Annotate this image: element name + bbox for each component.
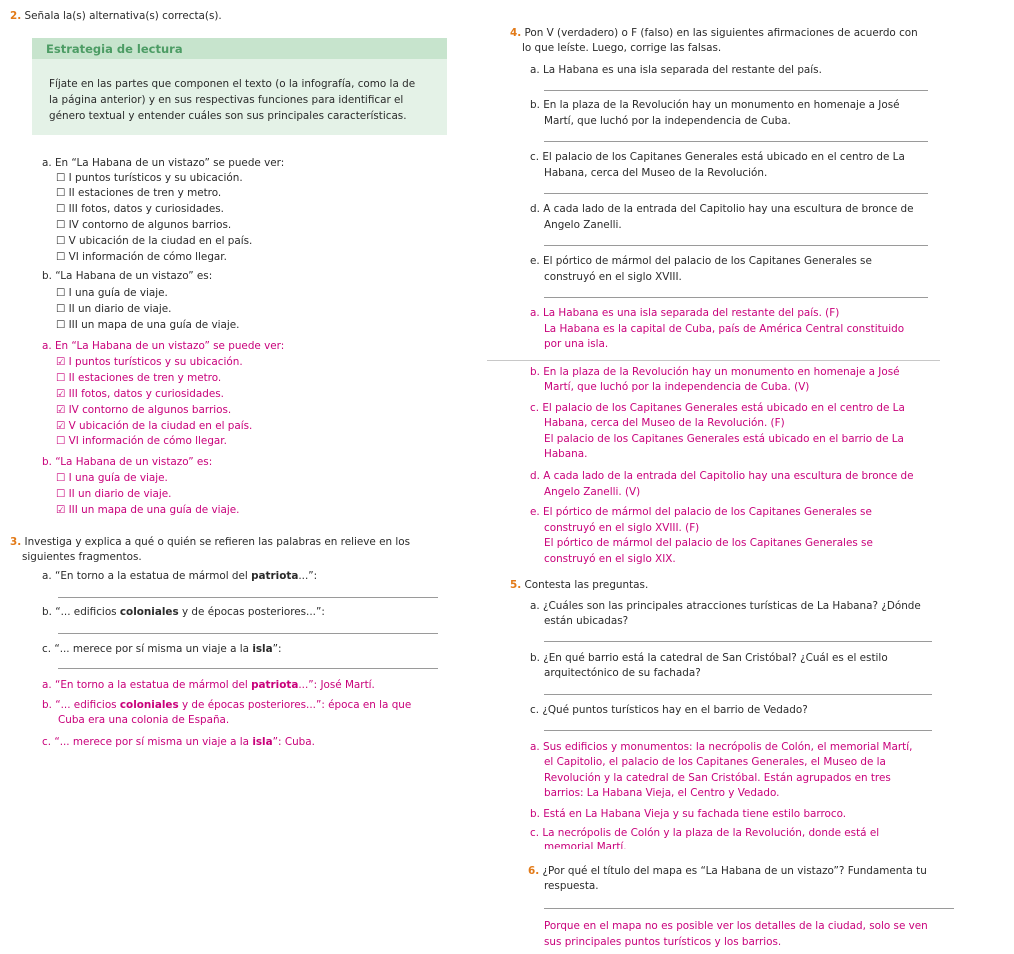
question-text: Investiga y explica a qué o quién se refieren las palabras en relieve en los <box>24 536 411 548</box>
divider <box>487 360 940 361</box>
question-number: 2. <box>10 10 22 22</box>
q4-item-cont: Angelo Zanelli. <box>544 219 622 231</box>
q2a-prompt: a. En “La Habana de un vistazo” se puede ver: <box>42 157 285 169</box>
a2a-option: ☑ IV contorno de algunos barrios. <box>56 404 232 416</box>
question-number: 4. <box>510 27 522 39</box>
question-4 <box>510 26 918 40</box>
q4-item: b. En la plaza de la Revolución hay un monumento en homenaje a José <box>530 99 900 111</box>
q4-item-cont: Habana, cerca del Museo de la Revolución. <box>544 167 768 179</box>
q4-item-cont: construyó en el siglo XVIII. <box>544 271 682 283</box>
a2b-option: ☑ III un mapa de una guía de viaje. <box>56 504 240 516</box>
answer-line[interactable] <box>58 633 438 634</box>
strategy-line: la página anterior) y en sus respectivas funciones para identificar el <box>49 94 404 106</box>
question-text: Pon V (verdadero) o F (falso) en las siguientes afirmaciones de acuerdo con <box>524 27 918 39</box>
answer-line[interactable] <box>544 297 928 298</box>
a6-line: sus principales puntos turísticos y los barrios. <box>544 936 782 948</box>
q2a-option[interactable]: ☐ V ubicación de la ciudad en el país. <box>56 235 253 247</box>
a5-item-cont: barrios: La Habana Vieja, el Centro y Vedado. <box>544 787 780 799</box>
a4-item-cont: construyó en el siglo XIX. <box>544 553 676 565</box>
q4-item: a. La Habana es una isla separada del restante del país. <box>530 64 822 76</box>
a4-item-cont: por una isla. <box>544 338 609 350</box>
q2a-option[interactable]: ☐ IV contorno de algunos barrios. <box>56 219 232 231</box>
question-6 <box>528 864 927 878</box>
a3-item: c. “... merece por sí misma un viaje a la isla”: Cuba. <box>42 736 315 748</box>
a3-item-cont: Cuba era una colonia de España. <box>58 714 230 726</box>
a4-item: c. El palacio de los Capitanes Generales está ubicado en el centro de La <box>530 402 905 414</box>
a5-item: a. Sus edificios y monumentos: la necrópolis de Colón, el memorial Martí, <box>530 741 913 753</box>
a4-item-cont: El pórtico de mármol del palacio de los Capitanes Generales se <box>544 537 873 549</box>
q5-item: c. ¿Qué puntos turísticos hay en el barrio de Vedado? <box>530 704 808 716</box>
answer-line[interactable] <box>544 193 928 194</box>
a4-item-cont: El palacio de los Capitanes Generales está ubicado en el barrio de La <box>544 433 904 445</box>
q2b-option[interactable]: ☐ I una guía de viaje. <box>56 287 168 299</box>
a5-item-cont: memorial Martí. <box>544 841 627 849</box>
a4-item-cont: La Habana es la capital de Cuba, país de América Central constituido <box>544 323 905 335</box>
a2a-option: ☐ II estaciones de tren y metro. <box>56 372 222 384</box>
question-text: ¿Por qué el título del mapa es “La Habana de un vistazo”? Fundamenta tu <box>542 865 927 877</box>
question-2 <box>10 9 222 23</box>
answer-line[interactable] <box>58 668 438 669</box>
q5-item: b. ¿En qué barrio está la catedral de San Cristóbal? ¿Cuál es el estilo <box>530 652 888 664</box>
a5-item: c. La necrópolis de Colón y la plaza de la Revolución, donde está el <box>530 827 880 839</box>
q2a-option[interactable]: ☐ I puntos turísticos y su ubicación. <box>56 172 243 184</box>
q5-item: a. ¿Cuáles son las principales atracciones turísticas de La Habana? ¿Dónde <box>530 600 921 612</box>
answer-line[interactable] <box>544 141 928 142</box>
reading-strategy-title: Estrategia de lectura <box>46 42 183 56</box>
a4-item-cont: Habana, cerca del Museo de la Revolución. (F) <box>544 417 785 429</box>
q3-item: b. “... edificios coloniales y de épocas posteriores...”: <box>42 606 325 618</box>
answer-line[interactable] <box>544 908 954 909</box>
answer-line[interactable] <box>544 641 932 642</box>
q4-item: d. A cada lado de la entrada del Capitolio hay una escultura de bronce de <box>530 203 914 215</box>
a4-item: d. A cada lado de la entrada del Capitolio hay una escultura de bronce de <box>530 470 914 482</box>
a5-item-cont: Revolución y la catedral de San Cristóbal. Están agrupados en tres <box>544 772 891 784</box>
q4-item: e. El pórtico de mármol del palacio de los Capitanes Generales se <box>530 255 872 267</box>
a5-item: b. Está en La Habana Vieja y su fachada tiene estilo barroco. <box>530 808 847 820</box>
a4-item: a. La Habana es una isla separada del restante del país. (F) <box>530 307 840 319</box>
answer-line[interactable] <box>544 730 932 731</box>
a4-item-cont: Angelo Zanelli. (V) <box>544 486 641 498</box>
a2a-prompt: a. En “La Habana de un vistazo” se puede ver: <box>42 340 285 352</box>
a3-item: a. “En torno a la estatua de mármol del patriota...”: José Martí. <box>42 679 375 691</box>
question-text: respuesta. <box>544 880 599 892</box>
a4-item-cont: construyó en el siglo XVIII. (F) <box>544 522 700 534</box>
question-text: siguientes fragmentos. <box>22 551 142 563</box>
answer-line[interactable] <box>544 694 932 695</box>
q2b-option[interactable]: ☐ III un mapa de una guía de viaje. <box>56 319 240 331</box>
a2a-option: ☐ VI información de cómo llegar. <box>56 435 227 447</box>
q5-item-cont: arquitectónico de su fachada? <box>544 667 701 679</box>
a2b-option: ☐ I una guía de viaje. <box>56 472 168 484</box>
a2a-option: ☑ I puntos turísticos y su ubicación. <box>56 356 243 368</box>
question-number: 6. <box>528 865 540 877</box>
strategy-line: género textual y entender cuáles son sus principales características. <box>49 110 407 122</box>
a2b-prompt: b. “La Habana de un vistazo” es: <box>42 456 213 468</box>
q2a-option[interactable]: ☐ II estaciones de tren y metro. <box>56 187 222 199</box>
a3-item: b. “... edificios coloniales y de épocas posteriores...”: época en la que <box>42 699 412 711</box>
question-number: 3. <box>10 536 22 548</box>
a4-item-cont: Habana. <box>544 448 588 460</box>
a4-item: e. El pórtico de mármol del palacio de los Capitanes Generales se <box>530 506 872 518</box>
q2b-option[interactable]: ☐ II un diario de viaje. <box>56 303 172 315</box>
a2a-option: ☑ V ubicación de la ciudad en el país. <box>56 420 253 432</box>
question-3 <box>10 535 410 549</box>
q4-item-cont: Martí, que luchó por la independencia de Cuba. <box>544 115 791 127</box>
q2b-prompt: b. “La Habana de un vistazo” es: <box>42 270 213 282</box>
a4-item-cont: Martí, que luchó por la independencia de Cuba. (V) <box>544 381 810 393</box>
a2b-option: ☐ II un diario de viaje. <box>56 488 172 500</box>
question-text: lo que leíste. Luego, corrige las falsas. <box>522 42 722 54</box>
q4-item: c. El palacio de los Capitanes Generales está ubicado en el centro de La <box>530 151 905 163</box>
q3-item: c. “... merece por sí misma un viaje a la isla”: <box>42 643 282 655</box>
answer-line[interactable] <box>544 245 928 246</box>
answer-line[interactable] <box>544 90 928 91</box>
q5-item-cont: están ubicadas? <box>544 615 629 627</box>
a6-line: Porque en el mapa no es posible ver los detalles de la ciudad, solo se ven <box>544 920 928 932</box>
question-text: Contesta las preguntas. <box>524 579 649 591</box>
a2a-option: ☑ III fotos, datos y curiosidades. <box>56 388 224 400</box>
q3-item: a. “En torno a la estatua de mármol del patriota...”: <box>42 570 318 582</box>
a4-item: b. En la plaza de la Revolución hay un monumento en homenaje a José <box>530 366 900 378</box>
question-text: Señala la(s) alternativa(s) correcta(s). <box>24 10 222 22</box>
question-5 <box>510 578 648 592</box>
reading-strategy-box <box>32 38 447 135</box>
answer-line[interactable] <box>58 597 438 598</box>
q2a-option[interactable]: ☐ VI información de cómo llegar. <box>56 251 227 263</box>
a5-item-cont: el Capitolio, el palacio de los Capitanes Generales, el Museo de la <box>544 756 886 768</box>
strategy-line: Fíjate en las partes que componen el texto (o la infografía, como la de <box>49 78 416 90</box>
question-number: 5. <box>510 579 522 591</box>
q2a-option[interactable]: ☐ III fotos, datos y curiosidades. <box>56 203 224 215</box>
